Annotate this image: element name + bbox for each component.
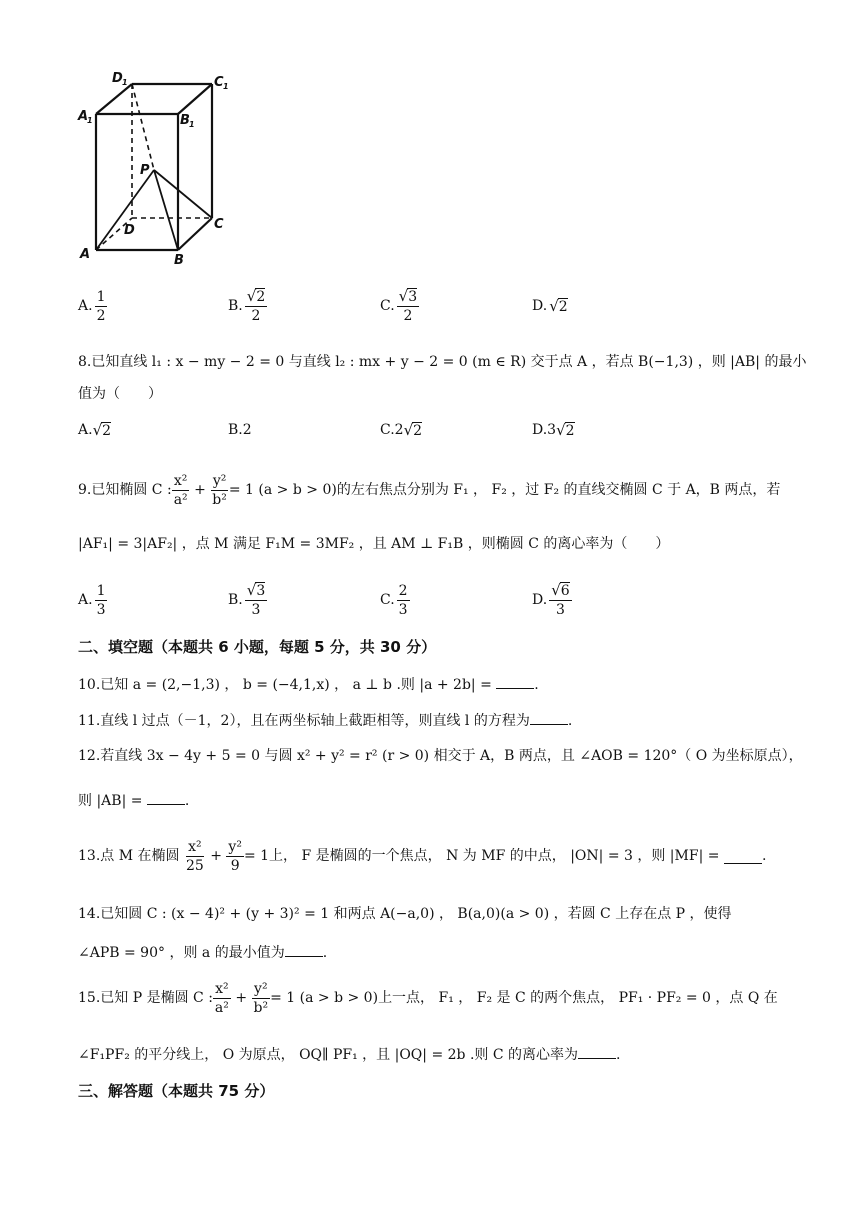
q12-line1: 12.若直线 3x − 4y + 5 = 0 与圆 x² + y² = r² (r > 0) 相交于 A，B 两点，且 ∠AOB = 120°（ O 为坐标原点）， <box>78 748 803 764</box>
label-d: D <box>124 223 135 238</box>
section-solutions-heading: 三、解答题（本题共 75 分） <box>78 1082 275 1100</box>
q8-option-c: C.2 √ 2 <box>380 421 423 439</box>
q15-line1: 15.已知 P 是椭圆 C : $\frac{\text{x²}}{\text{a²}}$ + $\frac{\text{y²}}{\text{b²}}$ = 1 (a > b > 0) 上一点， F₁ ， F₂ 是 C 的两个焦点， PF₁ · PF₂ = 0 ，点 Q 在 <box>78 980 778 1016</box>
q8-option-b: B.2 <box>228 422 252 438</box>
q9-line1: 9.已知椭圆 C : $\frac{\text{x²}}{\text{a²}}$ + $\frac{\text{y²}}{\text{b²}}$ = 1 (a > b > 0) 的左右焦点分别为 F₁ ， F₂ ，过 F₂ 的直线交椭圆 C 于 A，B 两点，若 <box>78 472 781 508</box>
q8-line1: 8.已知直线 l₁ : x − my − 2 = 0 与直线 l₂ : mx + y − 2 = 0 (m ∈ R) 交于点 A ，若点 B(−1,3) ，则 |AB| 的最小 <box>78 354 807 370</box>
section-fill-blank-heading: 二、填空题（本题共 6 小题，每题 5 分，共 30 分） <box>78 638 437 656</box>
q10-answer-blank <box>496 674 534 689</box>
label-b: B <box>174 253 184 266</box>
label-d1: D <box>112 71 123 86</box>
q15-answer-blank <box>578 1044 616 1059</box>
q7-option-b: B. $\frac{√2}{2}$ <box>228 287 266 324</box>
q9-option-a: A. $\frac{1}{3}$ <box>78 582 106 618</box>
q7-options <box>78 282 778 330</box>
q8-line2: 值为（ ） <box>78 386 162 402</box>
svg-text:1: 1 <box>223 82 229 91</box>
q13: 13.点 M 在椭圆 $\frac{\text{x²}}{25}$ + $\frac{\text{y²}}{9}$ = 1 上， F 是椭圆的一个焦点， N 为 MF 的中点， |ON| = 3 ，则 |MF| = . <box>78 838 767 874</box>
q11: 11.直线 l 过点（－1，2），且在两坐标轴上截距相等，则直线 l 的方程为 . <box>78 710 572 731</box>
svg-text:1: 1 <box>87 116 93 125</box>
q11-answer-blank <box>530 710 568 725</box>
q10: 10.已知 a = (2,−1,3) ， b = (−4,1,x) ， a ⊥ b .则 |a + 2b| = . <box>78 674 539 695</box>
q8-option-d: D.3 √ 2 <box>532 421 575 439</box>
svg-text:1: 1 <box>122 78 128 87</box>
q12-answer-blank <box>147 790 185 805</box>
q7-option-c: C. $\frac{√3}{2}$ <box>380 287 418 324</box>
q12-line2: 则 |AB| = . <box>78 790 189 811</box>
q14-answer-blank <box>285 942 323 957</box>
q9-option-d: D. $\frac{√6}{3}$ <box>532 581 570 618</box>
q7-option-d: D. √ 2 <box>532 297 568 315</box>
label-a1: A <box>78 109 89 124</box>
q14-line1: 14.已知圆 C : (x − 4)² + (y + 3)² = 1 和两点 A(−a,0) ， B(a,0)(a > 0) ，若圆 C 上存在点 P ，使得 <box>78 906 732 922</box>
q13-answer-blank <box>724 849 762 864</box>
q14-line2: ∠APB = 90° ，则 a 的最小值为 . <box>78 942 327 963</box>
label-c1: C <box>214 75 224 90</box>
q9-options <box>78 576 778 624</box>
q9-option-b: B. $\frac{√3}{3}$ <box>228 581 266 618</box>
prism-figure <box>74 66 234 266</box>
q7-option-a: A. $\frac{1}{2}$ <box>78 288 106 324</box>
label-c: C <box>214 217 224 232</box>
q8-option-a: A. √ 2 <box>78 421 112 439</box>
svg-text:1: 1 <box>189 120 195 129</box>
label-p: P <box>140 163 150 178</box>
q8-options <box>78 410 778 450</box>
q9-option-c: C. $\frac{2}{3}$ <box>380 582 408 618</box>
q9-line2: |AF₁| = 3|AF₂| ，点 M 满足 F₁M = 3MF₂ ，且 AM ⊥ F₁B ，则椭圆 C 的离心率为（ ） <box>78 536 670 552</box>
label-a: A <box>80 247 91 262</box>
q15-line2: ∠F₁PF₂ 的平分线上， O 为原点， OQ∥ PF₁ ，且 |OQ| = 2b .则 C 的离心率为 . <box>78 1044 620 1065</box>
label-b1: B <box>180 113 190 128</box>
